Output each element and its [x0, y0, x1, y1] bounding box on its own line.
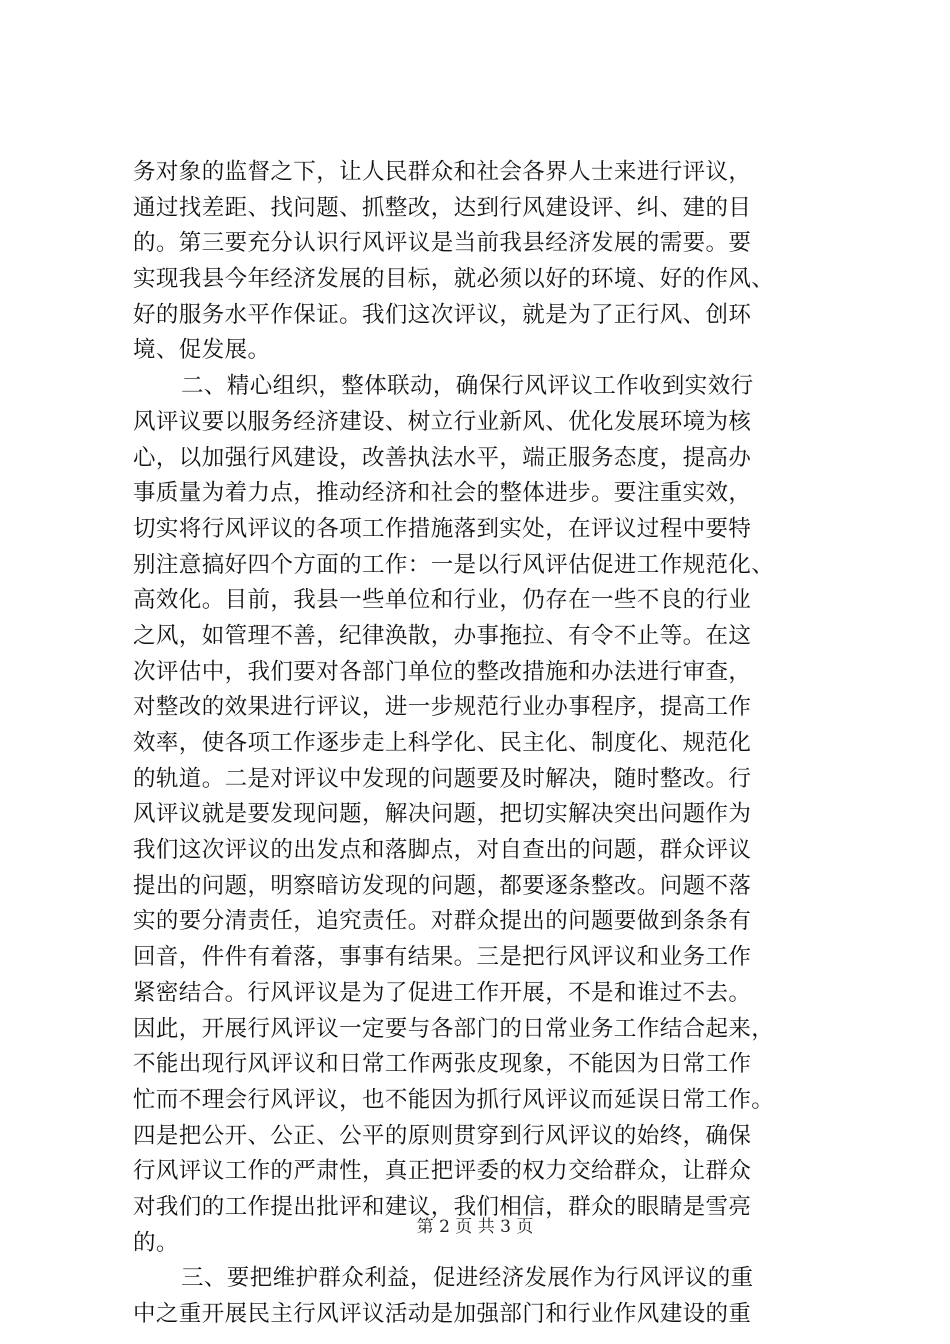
text-line: 之风，如管理不善，纪律涣散，办事拖拉、有令不止等。在这: [133, 622, 752, 649]
text-line: 境、促发展。: [133, 337, 271, 364]
text-line: 不能出现行风评议和日常工作两张皮现象，不能因为日常工作: [133, 1051, 752, 1078]
text-line: 事质量为着力点，推动经济和社会的整体进步。要注重实效，: [133, 480, 752, 507]
text-line: 务对象的监督之下，让人民群众和社会各界人士来进行评议，: [133, 159, 752, 185]
text-line: 切实将行风评议的各项工作措施落到实处，在评议过程中要特: [133, 515, 752, 542]
text-line: 行风评议工作的严肃性，真正把评委的权力交给群众，让群众: [133, 1158, 752, 1185]
text-line: 提出的问题，明察暗访发现的问题，都要逐条整改。问题不落: [133, 872, 752, 899]
text-line: 高效化。目前，我县一些单位和行业，仍存在一些不良的行业: [133, 587, 752, 614]
body-text: [133, 155, 833, 1333]
page-footer: 第 2 页 共 3 页: [416, 1217, 534, 1237]
text-line: 风评议就是要发现问题，解决问题，把切实解决突出问题作为: [133, 801, 752, 828]
text-line: 四是把公开、公正、公平的原则贯穿到行风评议的始终，确保: [133, 1122, 752, 1149]
text-line: 心，以加强行风建设，改善执法水平，端正服务态度，提高办: [133, 444, 752, 471]
text-line: 因此，开展行风评议一定要与各部门的日常业务工作结合起来，: [133, 1015, 775, 1042]
text-line: 三、要把维护群众利益，促进经济发展作为行风评议的重: [181, 1265, 754, 1292]
text-line: 忙而不理会行风评议，也不能因为抓行风评议而延误日常工作。: [133, 1086, 775, 1113]
text-line: 实的要分清责任，追究责任。对群众提出的问题要做到条条有: [133, 908, 752, 935]
text-line: 风评议要以服务经济建设、树立行业新风、优化发展环境为核: [133, 408, 752, 435]
text-line: 对我们的工作提出批评和建议，我们相信，群众的眼睛是雪亮: [133, 1193, 752, 1220]
text-line: 紧密结合。行风评议是为了促进工作开展，不是和谁过不去。: [133, 979, 752, 1006]
text-line: 次评估中，我们要对各部门单位的整改措施和办法进行审查，: [133, 658, 752, 685]
text-line: 实现我县今年经济发展的目标，就必须以好的环境、好的作风、: [133, 266, 775, 293]
text-line: 对整改的效果进行评议，进一步规范行业办事程序，提高工作: [133, 694, 752, 721]
text-line: 好的服务水平作保证。我们这次评议，就是为了正行风、创环: [133, 301, 752, 328]
text-line: 的。第三要充分认识行风评议是当前我县经济发展的需要。要: [133, 230, 752, 257]
text-line: 的轨道。二是对评议中发现的问题要及时解决，随时整改。行: [133, 765, 752, 792]
text-line: 回音，件件有着落，事事有结果。三是把行风评议和业务工作: [133, 944, 752, 971]
text-line: 别注意搞好四个方面的工作：一是以行风评估促进工作规范化、: [133, 551, 775, 578]
text-line: 的。: [133, 1229, 179, 1256]
text-line: 通过找差距、找问题、抓整改，达到行风建设评、纠、建的目: [133, 194, 752, 221]
text-line: 我们这次评议的出发点和落脚点，对自查出的问题，群众评议: [133, 837, 752, 864]
text-line: 二、精心组织，整体联动，确保行风评议工作收到实效行: [181, 373, 754, 400]
text-line: 中之重开展民主行风评议活动是加强部门和行业作风建设的重: [133, 1301, 752, 1327]
text-line: 效率，使各项工作逐步走上科学化、民主化、制度化、规范化: [133, 730, 752, 756]
